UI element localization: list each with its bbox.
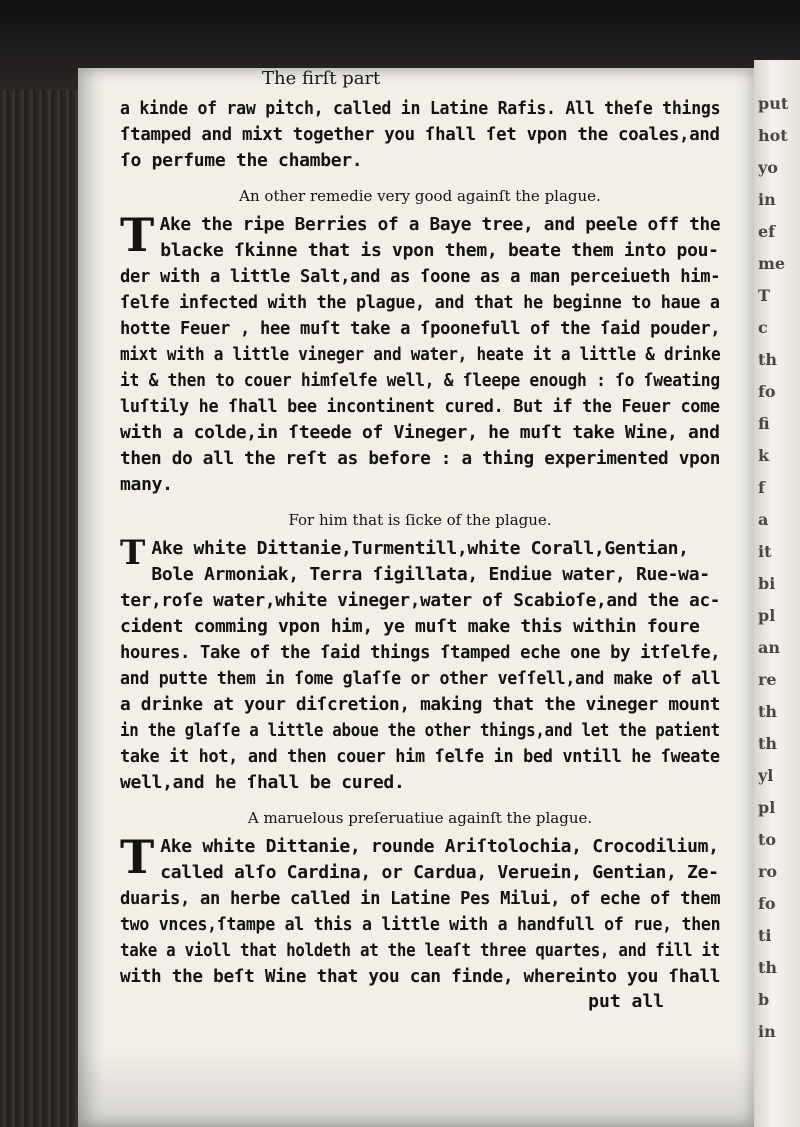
text-line: mixt with a little vineger and water, heate it a little & drinke — [120, 344, 721, 365]
text-line: ſtamped and mixt together you ſhall ſet vpon the coales,and — [120, 124, 720, 145]
section-heading: An other remedie very good againſt the plague. — [239, 187, 601, 205]
facing-page-fragment: in — [758, 1024, 776, 1041]
text-line: hotte Feuer , hee muſt take a ſpoonefull of the ſaid pouder, — [120, 318, 721, 339]
facing-page-fragment: bi — [758, 576, 776, 593]
text-line: with a colde,in ſteede of Vineger, he muſt take Wine, and — [120, 422, 720, 443]
text-line: Ake the ripe Berries of a Baye tree, and peele off the — [159, 214, 721, 235]
facing-page-fragment: a — [758, 512, 769, 529]
facing-page-fragment: ti — [758, 928, 772, 945]
text-line: ſo perfume the chamber. — [120, 150, 363, 171]
text-line: Ake white Dittanie,Turmentill,white Corall,Gentian, — [151, 538, 689, 559]
facing-page-edge — [754, 60, 800, 1127]
drop-cap: T — [120, 208, 155, 262]
facing-page-fragment: T — [758, 288, 770, 305]
text-line: duaris, an herbe called in Latine Pes Milui, of eche of them — [120, 888, 721, 909]
text-line: der with a little Salt,and as ſoone as a man perceiueth him- — [120, 266, 721, 287]
facing-page-fragment: k — [758, 448, 770, 465]
facing-page-fragment: me — [758, 256, 786, 273]
facing-page-fragment: pl — [758, 800, 776, 817]
section-heading: For him that is ſicke of the plague. — [288, 511, 552, 529]
facing-page-fragment: c — [758, 320, 768, 337]
facing-page-fragment: an — [758, 640, 780, 657]
section-heading: A maruelous preſeruatiue againſt the plague. — [247, 809, 593, 827]
facing-page-fragment: pl — [758, 608, 776, 625]
facing-page-fragment: fo — [758, 384, 776, 401]
text-line: blacke ſkinne that is vpon them, beate them into pou- — [160, 240, 719, 261]
text-column — [120, 96, 720, 1014]
text-line: a drinke at your diſcretion, making that the vineger mount — [120, 694, 721, 715]
text-line: luſtily he ſhall bee incontinent cured. But if the Feuer come — [120, 396, 720, 417]
text-line: take a violl that holdeth at the leaſt three quartes, and fill it — [120, 940, 720, 961]
text-line: many. — [120, 474, 173, 495]
facing-page-fragment: fi — [758, 416, 770, 433]
facing-page-fragment: b — [758, 992, 770, 1009]
drop-cap: T — [120, 830, 155, 884]
text-line: it & then to couer himſelfe well, & ſleepe enough : ſo ſweating — [120, 370, 720, 391]
facing-page-fragment: yo — [758, 160, 778, 177]
facing-page-fragment: ef — [758, 224, 776, 241]
text-line: ter,roſe water,white vineger,water of Scabioſe,and the ac- — [120, 590, 721, 611]
drop-cap: T — [120, 533, 146, 573]
remedy-paragraph-3 — [120, 830, 721, 990]
facing-page-fragments — [758, 96, 798, 1042]
text-line: a kinde of raw pitch, called in Latine Rafis. All theſe things — [120, 98, 721, 119]
facing-page-fragment: it — [758, 544, 772, 561]
facing-page-fragment: hot — [758, 128, 788, 145]
text-line: Ake white Dittanie, rounde Ariſtolochia, Crocodilium, — [160, 836, 719, 857]
text-line: take it hot, and then couer him ſelfe in bed vntill he ſweate — [120, 746, 720, 767]
catchword: put all — [588, 991, 664, 1012]
book-binding-gutter — [0, 90, 78, 1127]
remedy-paragraph-2 — [120, 533, 721, 796]
facing-page-fragment: th — [758, 352, 778, 369]
text-line: then do all the reſt as before : a thing experimented vpon — [120, 448, 721, 469]
page-bottom-shadow — [78, 1050, 754, 1127]
text-line: cident comming vpon him, ye muſt make this within foure — [120, 616, 700, 637]
facing-page-fragment: f — [758, 480, 765, 497]
text-line: two vnces,ſtampe al this a little with a handfull of rue, then — [120, 914, 721, 935]
facing-page-fragment: th — [758, 704, 778, 721]
facing-page-fragment: to — [758, 832, 777, 849]
text-line: called alſo Cardina, or Cardua, Veruein, Gentian, Ze- — [160, 862, 719, 883]
text-line: and putte them in ſome glaſſe or other veſſell,and make of all — [120, 668, 721, 689]
text-line: Bole Armoniak, Terra ſigillata, Endiue water, Rue-wa- — [151, 564, 710, 585]
facing-page-fragment: th — [758, 960, 778, 977]
text-line: ſelfe infected with the plague, and that he beginne to haue a — [120, 292, 720, 313]
facing-page-fragment: yl — [758, 768, 774, 785]
text-line: houres. Take of the ſaid things ſtamped eche one by itſelfe, — [120, 642, 721, 663]
facing-page-fragment: put — [758, 96, 789, 113]
facing-page-fragment: in — [758, 192, 776, 209]
text-line: with the beſt Wine that you can finde, whereinto you ſhall — [120, 966, 721, 987]
running-header: The firſt part — [262, 68, 381, 89]
facing-page-fragment: ro — [758, 864, 778, 881]
facing-page-fragment: re — [758, 672, 777, 689]
remedy-paragraph-1 — [120, 208, 721, 498]
text-line: well,and he ſhall be cured. — [120, 772, 405, 793]
facing-page-fragment: fo — [758, 896, 776, 913]
opening-paragraph — [120, 96, 720, 174]
facing-page-fragment: th — [758, 736, 778, 753]
text-line: in the glaſſe a little aboue the other things,and let the patient — [120, 720, 720, 741]
